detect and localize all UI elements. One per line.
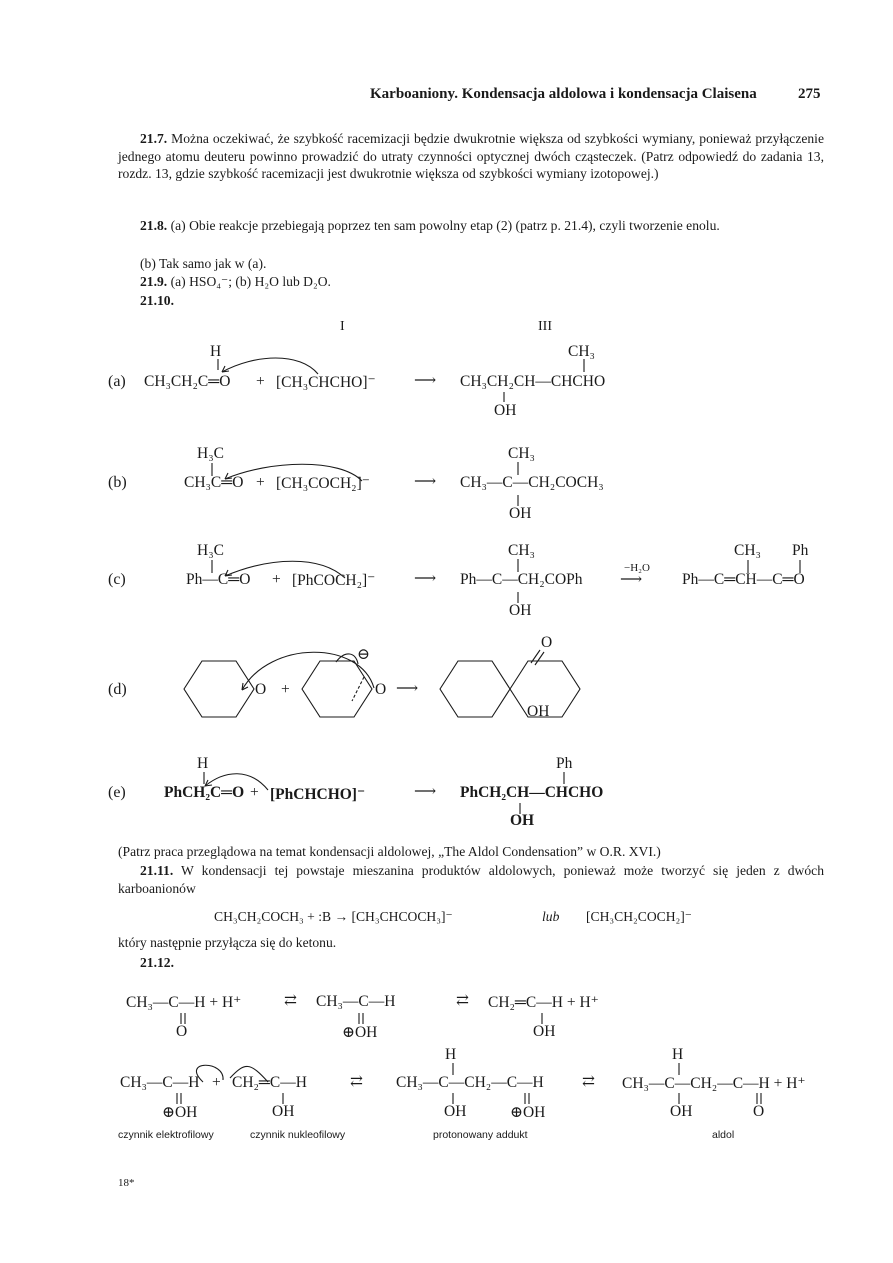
plus-sign: +	[281, 681, 290, 698]
reactant: PhCH₂C═O	[164, 784, 245, 801]
caption-adduct: protonowany addukt	[433, 1129, 528, 1141]
elimination-label: −H₂O	[624, 562, 650, 574]
paragraph-text: (b) Tak samo jak w (a).	[140, 256, 267, 271]
caption-nucleophile: czynnik nukleofilowy	[250, 1129, 346, 1141]
atom-label: OH	[444, 1103, 467, 1120]
atom-label: H	[197, 755, 209, 772]
reaction-arrow: ⟶	[414, 473, 437, 490]
paragraph-21-8-b	[118, 255, 824, 273]
atom-label: OH	[670, 1103, 693, 1120]
reaction-arrow: ⟶	[396, 680, 419, 697]
item-number: 21.12.	[140, 955, 174, 970]
caption-aldol: aldol	[712, 1129, 735, 1141]
plus-sign: +	[250, 784, 259, 801]
atom-label: OH	[272, 1103, 295, 1120]
item-number: 21.7.	[140, 131, 168, 146]
plus-sign: +	[272, 571, 281, 588]
atom-label: OH	[533, 1023, 556, 1040]
column-label-I: I	[340, 319, 345, 334]
atom-label: ⊕OH	[342, 1024, 378, 1041]
paragraph-text: Można oczekiwać, że szybkość racemizacji będzie dwukrotnie większa od szybkości wymiany, ponieważ przyłączenie jednego atomu deuteru powinno prowadzić do utraty czynności optycznej dwóch cząsteczek. (Patrz odpowiedź do zadania 13, rozdz. 13, gdzie szybkość racemizacji jest dwukrotnie większa od szybkości wymiany izotopowej.)	[118, 131, 824, 181]
product: PhCH₂CH—CHCHO	[460, 784, 604, 801]
paragraph-21-11	[118, 862, 824, 897]
caption-electrophile: czynnik elektrofilowy	[118, 1129, 214, 1141]
species: CH₂═C—H	[232, 1074, 307, 1091]
equation-right: [CH₃CH₂COCH₂]⁻	[586, 909, 692, 924]
product-ring-1	[440, 661, 510, 717]
atom-label: OH	[509, 505, 532, 522]
atom-label: CH₃	[508, 542, 535, 559]
cyclohexanone-ring	[184, 661, 254, 717]
item-number: 21.11.	[140, 863, 174, 878]
equation-lub: lub	[542, 909, 560, 924]
paragraph-21-9	[118, 273, 824, 291]
plus-sign: +	[256, 373, 265, 390]
atom-label: OH	[509, 602, 532, 619]
atom-label: ⊕OH	[510, 1104, 546, 1121]
species: CH₃—C—CH₂—C—H + H⁺	[622, 1075, 806, 1092]
atom-label: ⊕OH	[162, 1104, 198, 1121]
item-number: 21.9.	[140, 274, 168, 289]
atom-label: Ph	[792, 542, 809, 559]
page-number: 275	[798, 86, 821, 102]
equilibrium-arrow: ⇄	[582, 1073, 595, 1090]
column-label-III: III	[538, 319, 552, 334]
product: Ph—C—CH₂COPh	[460, 571, 583, 588]
reaction-arrow: ⟶	[620, 571, 643, 588]
species: CH₃—C—H	[316, 993, 396, 1010]
atom-label: H	[445, 1046, 457, 1063]
arrowhead	[242, 683, 248, 690]
running-title: Karboaniony. Kondensacja aldolowa i kondensacja Claisena	[370, 86, 757, 102]
species: CH₃—C—H + H⁺	[126, 994, 242, 1011]
reaction-label: (c)	[108, 571, 126, 588]
paragraph-text: (a) Obie reakcje przebiegają poprzez ten sam powolny etap (2) (patrz p. 21.4), czyli tworzenie enolu.	[170, 218, 720, 233]
reaction-arrow: ⟶	[414, 570, 437, 587]
item-number: 21.8.	[140, 218, 168, 233]
plus-sign: +	[212, 1074, 221, 1091]
paragraph-text: (a) HSO₄⁻; (b) H₂O lub D₂O.	[170, 274, 331, 289]
carbonyl-bond	[535, 652, 544, 665]
curved-arrow	[222, 358, 318, 374]
reactant: [CH₃COCH₂]⁻	[276, 475, 370, 492]
reactant: CH₃CH₂C═O	[144, 373, 231, 390]
atom-label: O	[541, 634, 553, 651]
product: CH₃—C—CH₂COCH₃	[460, 474, 604, 491]
paragraph-text: który następnie przyłącza się do ketonu.	[118, 935, 337, 950]
reactant: CH₃C═O	[184, 474, 244, 491]
atom-label: H	[210, 343, 222, 360]
atom-label: OH	[494, 402, 517, 419]
reaction-label: (d)	[108, 681, 127, 698]
plus-sign: +	[256, 474, 265, 491]
atom-label: O	[176, 1023, 188, 1040]
atom-label: CH₃	[568, 343, 595, 360]
paragraph-text: W kondensacji tej powstaje mieszanina produktów aldolowych, ponieważ może tworzyć się jeden z dwóch karboanionów	[118, 863, 824, 896]
atom-label: CH₃	[734, 542, 761, 559]
paragraph-21-10	[118, 292, 824, 310]
equilibrium-arrow: ⇄	[456, 992, 469, 1009]
reactant: [CH₃CHCHO]⁻	[276, 374, 376, 391]
atom-label: O	[375, 681, 387, 698]
equation-left: CH₃CH₂COCH₃ + :B → [CH₃CHCOCH₃]⁻	[214, 909, 453, 924]
signature-mark: 18*	[118, 1177, 135, 1189]
review-note	[118, 843, 824, 861]
negative-charge: ⊖	[357, 646, 370, 663]
reactant: [PhCHCHO]⁻	[270, 786, 366, 803]
reaction-label: (b)	[108, 474, 127, 491]
reaction-arrow: ⟶	[414, 783, 437, 800]
species: CH₂═C—H + H⁺	[488, 994, 599, 1011]
atom-label: H	[672, 1046, 684, 1063]
atom-label: CH₃	[508, 445, 535, 462]
reactant: [PhCOCH₂]⁻	[292, 572, 376, 589]
product: CH₃CH₂CH—CHCHO	[460, 373, 606, 390]
atom-label: OH	[527, 703, 550, 720]
enolate-ring	[302, 661, 372, 717]
paragraph-21-7	[118, 130, 824, 183]
equilibrium-arrow: ⇄	[350, 1073, 363, 1090]
atom-label: OH	[510, 812, 535, 829]
reactant: Ph—C═O	[186, 571, 251, 588]
species: CH₃—C—CH₂—C—H	[396, 1074, 544, 1091]
reaction-label: (e)	[108, 784, 126, 801]
atom-label: Ph	[556, 755, 573, 772]
paragraph-text: (Patrz praca przeglądowa na temat kondensacji aldolowej, „The Aldol Condensation” w O.R. XVI.)	[118, 844, 661, 859]
atom-label: H₃C	[197, 542, 224, 559]
curved-arrow-small	[336, 654, 358, 664]
reaction-label: (a)	[108, 373, 126, 390]
atom-label: H₃C	[197, 445, 224, 462]
enolate-double-bond	[352, 677, 364, 701]
product: Ph—C═CH—C═O	[682, 571, 805, 588]
atom-label: O	[753, 1103, 765, 1120]
atom-label: O	[255, 681, 267, 698]
arrowhead	[222, 366, 229, 372]
carbonyl-bond	[531, 650, 540, 663]
item-number: 21.10.	[140, 293, 174, 308]
equilibrium-arrow: ⇄	[284, 992, 297, 1009]
species: CH₃—C—H	[120, 1074, 200, 1091]
paragraph-21-8	[118, 217, 824, 235]
reaction-arrow: ⟶	[414, 372, 437, 389]
